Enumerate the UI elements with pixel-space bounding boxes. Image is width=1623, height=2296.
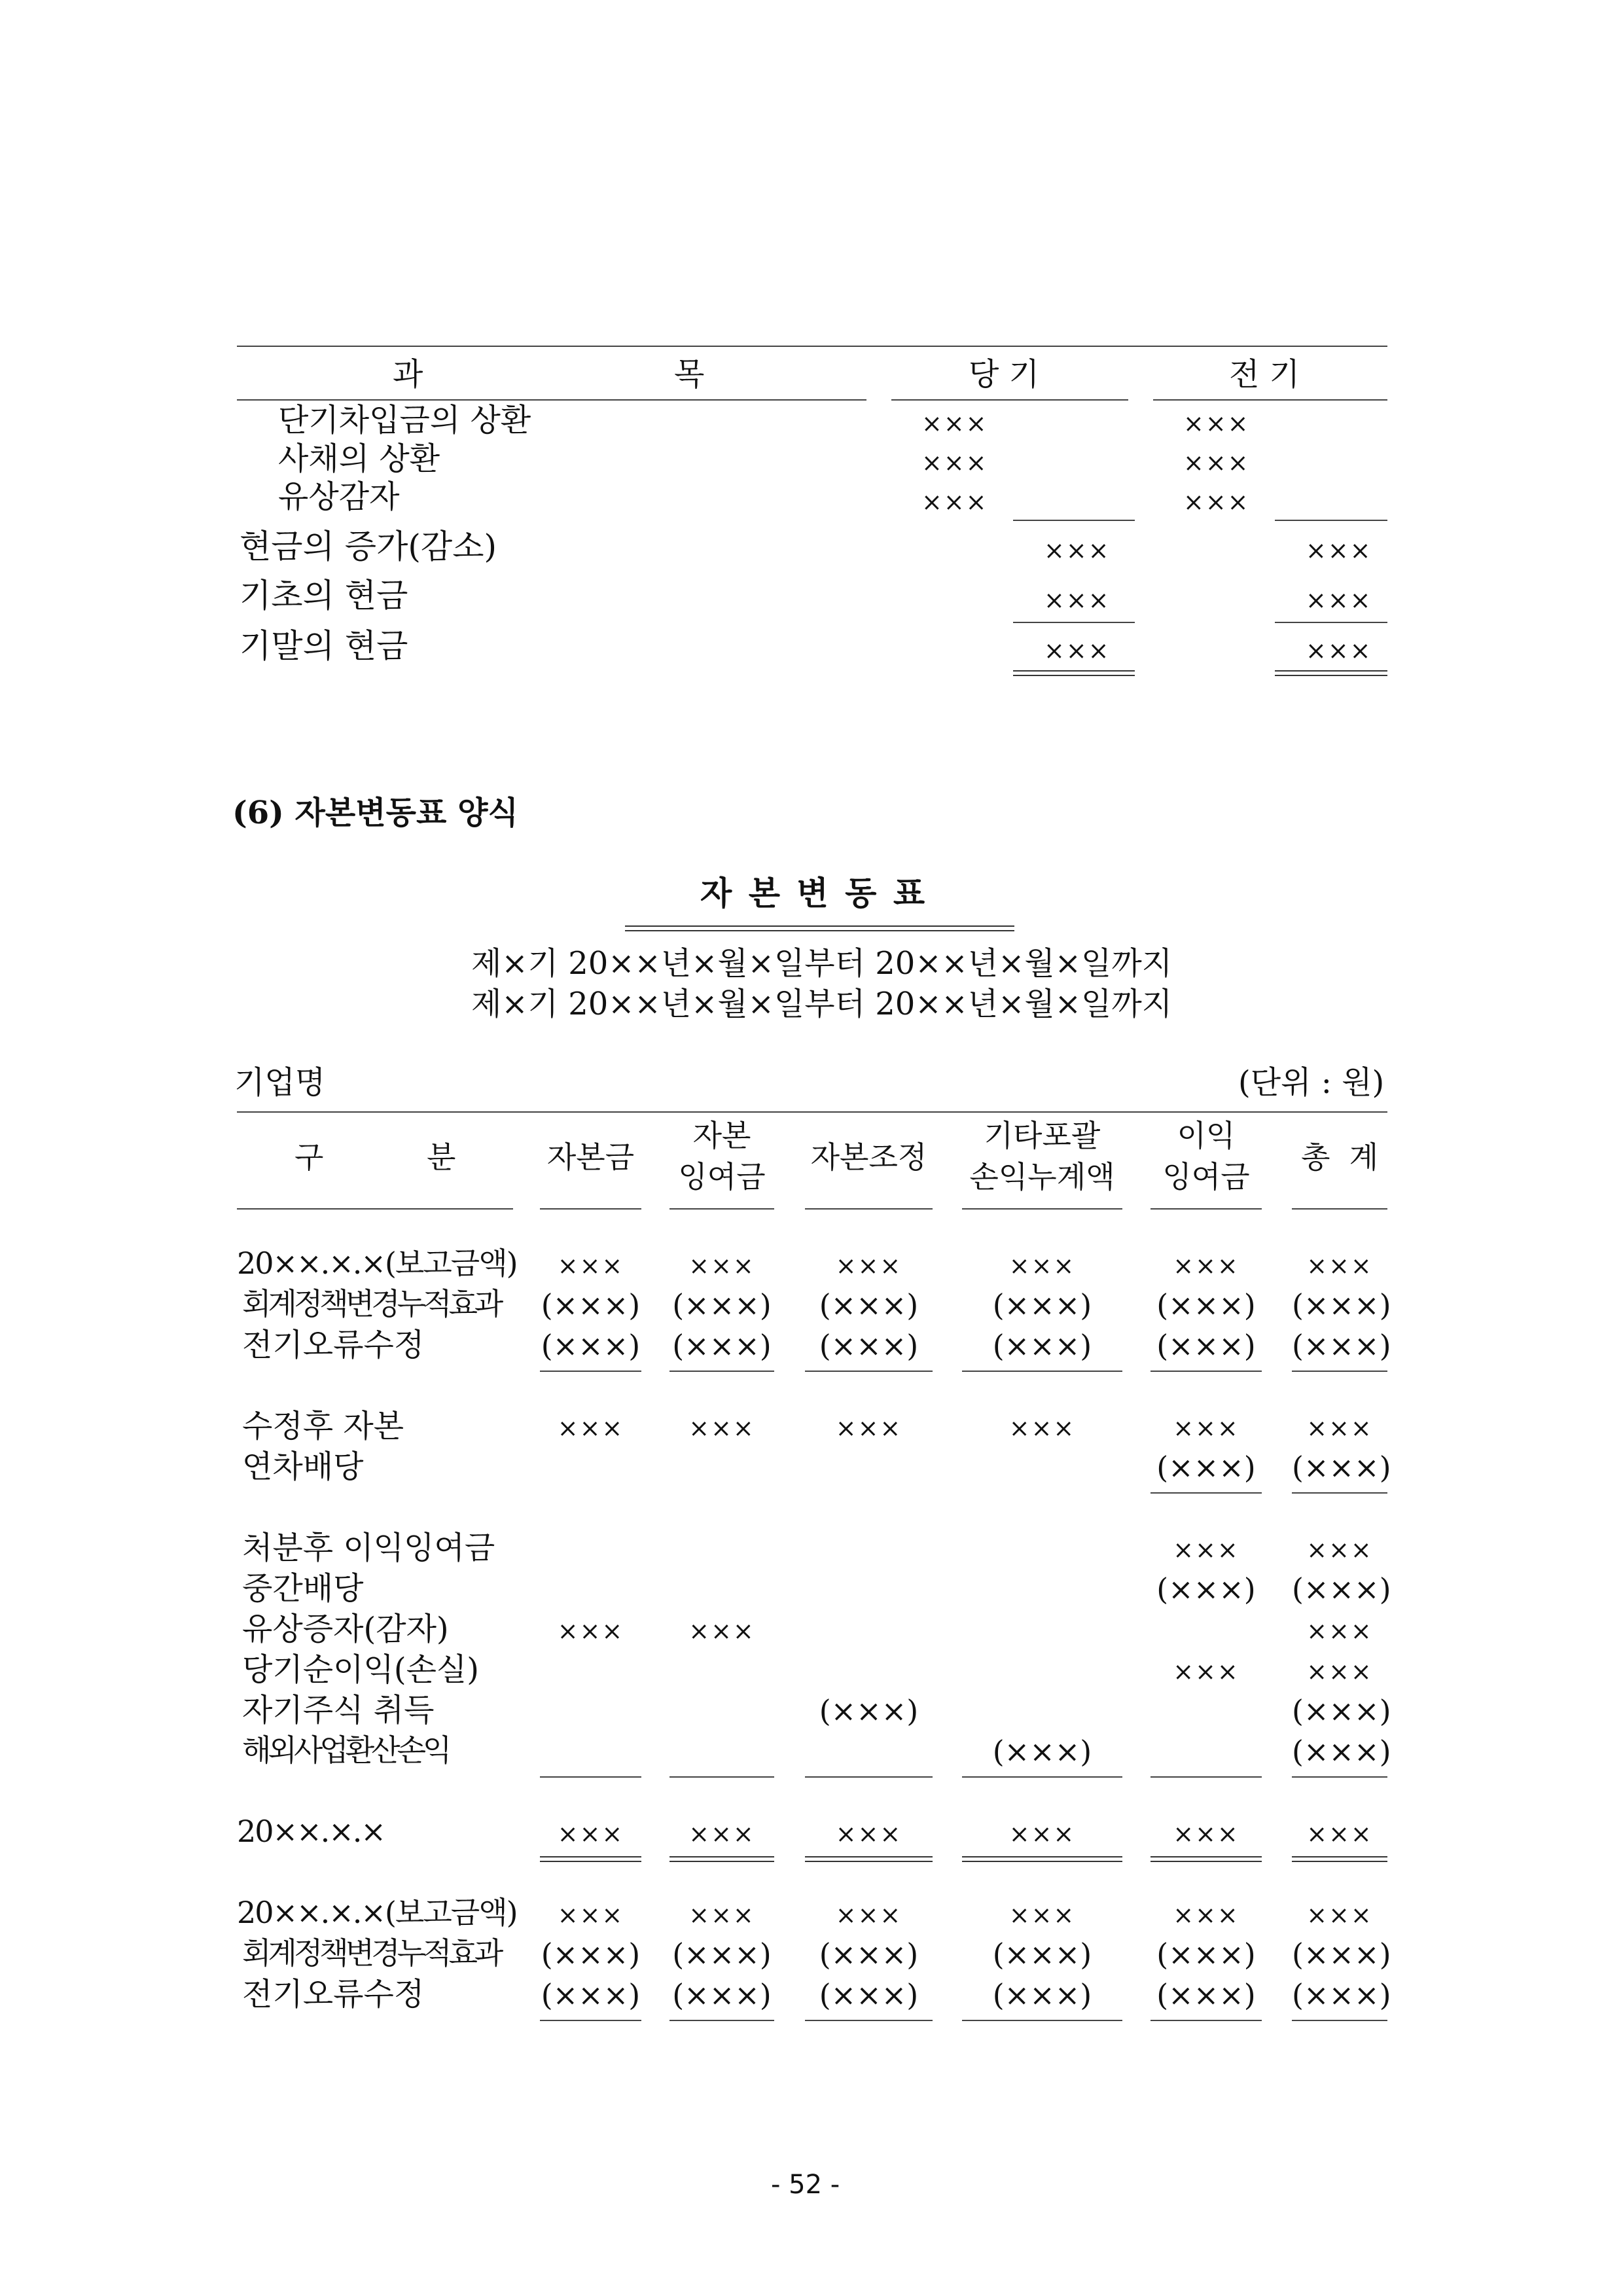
col-header-surplus-2: 잉여금 bbox=[678, 1159, 766, 1194]
subtotal-rule bbox=[669, 1371, 774, 1372]
row-label: 해외사업환산손익 bbox=[242, 1732, 449, 1768]
header-rule-prior bbox=[1153, 399, 1387, 401]
header-subject-1: 과 bbox=[393, 356, 423, 393]
row-value: (×××) bbox=[1292, 1571, 1391, 1607]
subtotal-rule bbox=[805, 1371, 933, 1372]
row-value: (×××) bbox=[1292, 1693, 1391, 1729]
row-value: ××× bbox=[557, 1617, 624, 1645]
row-label: 전기오류수정 bbox=[242, 1327, 425, 1363]
header-subject-2: 목 bbox=[674, 356, 705, 393]
subtotal-rule bbox=[669, 1776, 774, 1778]
row-value: (×××) bbox=[672, 1977, 772, 2013]
col-header-capital: 자본금 bbox=[546, 1139, 635, 1175]
company-label: 기업명 bbox=[234, 1064, 326, 1101]
row-label: 20××.×.×(보고금액) bbox=[237, 1895, 517, 1930]
subtotal-rule bbox=[1150, 1371, 1262, 1372]
header-rule-current bbox=[891, 399, 1128, 401]
row-label: 20××.×.×(보고금액) bbox=[237, 1246, 517, 1281]
row-value: ××× bbox=[1306, 586, 1372, 615]
row-value: (×××) bbox=[992, 1328, 1092, 1363]
row-value: ××× bbox=[835, 1414, 902, 1443]
statement-title: 자 본 변 동 표 bbox=[700, 874, 928, 912]
row-value: ××× bbox=[1306, 536, 1372, 565]
row-label: 전기오류수정 bbox=[242, 1976, 425, 2013]
subtotal-rule bbox=[1150, 1776, 1262, 1778]
row-value: (×××) bbox=[819, 1977, 919, 2013]
col-header-surplus-1: 자본 bbox=[692, 1118, 751, 1153]
total-double-rule bbox=[540, 1856, 641, 1862]
col-header-category-1: 구 bbox=[294, 1139, 324, 1175]
row-value: ××× bbox=[1008, 1414, 1076, 1443]
row-value: ××× bbox=[1173, 1414, 1240, 1443]
subtotal-rule bbox=[1292, 1371, 1387, 1372]
row-label: 기말의 현금 bbox=[240, 627, 408, 665]
col-header-oci-1: 기타포괄 bbox=[984, 1118, 1101, 1153]
row-value: ××× bbox=[1183, 488, 1250, 516]
row-label: 처분후 이익잉여금 bbox=[242, 1530, 495, 1566]
col-header-retained-1: 이익 bbox=[1177, 1118, 1236, 1153]
period-line: 제×기 20××년×월×일부터 20××년×월×일까지 bbox=[471, 945, 1173, 982]
row-value: ××× bbox=[1008, 1251, 1076, 1280]
row-value: ××× bbox=[835, 1251, 902, 1280]
row-value: ××× bbox=[835, 1820, 902, 1848]
row-value: ××× bbox=[557, 1901, 624, 1929]
row-value: ××× bbox=[688, 1617, 755, 1645]
row-label: 회계정책변경누적효과 bbox=[242, 1935, 501, 1971]
total-double-rule bbox=[1150, 1856, 1262, 1862]
row-value: (×××) bbox=[1292, 1937, 1391, 1972]
col-rule bbox=[540, 1208, 641, 1210]
row-value: (×××) bbox=[1156, 1571, 1256, 1607]
table-top-rule bbox=[237, 346, 1387, 347]
row-value: (×××) bbox=[819, 1287, 919, 1323]
row-value: (×××) bbox=[1292, 1328, 1391, 1363]
header-current: 당 기 bbox=[969, 356, 1039, 393]
row-value: ××× bbox=[688, 1414, 755, 1443]
col-rule bbox=[962, 1208, 1122, 1210]
row-label: 유상증자(감자) bbox=[242, 1611, 449, 1647]
row-label: 현금의 증가(감소) bbox=[240, 528, 497, 565]
subtotal-rule bbox=[1013, 622, 1135, 623]
header-prior: 전 기 bbox=[1229, 356, 1300, 393]
total-double-rule bbox=[962, 1856, 1122, 1862]
table-top-rule bbox=[237, 1111, 1387, 1113]
row-value: (×××) bbox=[992, 1977, 1092, 2013]
subtotal-rule bbox=[540, 2020, 641, 2021]
row-value: (×××) bbox=[1156, 1450, 1256, 1485]
row-value: (×××) bbox=[819, 1937, 919, 1972]
row-value: (×××) bbox=[1292, 1287, 1391, 1323]
row-label: 사채의 상환 bbox=[278, 440, 440, 477]
row-label: 당기순이익(손실) bbox=[242, 1651, 480, 1688]
subtotal-rule bbox=[805, 1776, 933, 1778]
row-label: 수정후 자본 bbox=[242, 1408, 404, 1444]
subtotal-rule bbox=[805, 2020, 933, 2021]
row-value: ××× bbox=[1044, 636, 1111, 665]
row-value: (×××) bbox=[672, 1328, 772, 1363]
row-value: ××× bbox=[1173, 1251, 1240, 1280]
total-double-rule bbox=[805, 1856, 933, 1862]
subtotal-rule bbox=[1150, 2020, 1262, 2021]
row-value: (×××) bbox=[1156, 1977, 1256, 2013]
col-rule bbox=[1150, 1208, 1262, 1210]
col-header-retained-2: 잉여금 bbox=[1162, 1159, 1250, 1194]
total-double-rule bbox=[1013, 670, 1135, 676]
row-value: ××× bbox=[557, 1414, 624, 1443]
row-value: ××× bbox=[1173, 1901, 1240, 1929]
subtotal-rule bbox=[1013, 520, 1135, 521]
header-rule-subject bbox=[237, 399, 866, 401]
row-value: ××× bbox=[921, 409, 988, 438]
row-value: ××× bbox=[835, 1901, 902, 1929]
col-header-oci-2: 손익누계액 bbox=[969, 1159, 1115, 1194]
row-value: (×××) bbox=[541, 1328, 641, 1363]
col-header-category-2: 분 bbox=[427, 1139, 456, 1175]
col-header-total: 총 계 bbox=[1300, 1139, 1379, 1175]
row-value: (×××) bbox=[541, 1977, 641, 2013]
subtotal-rule bbox=[540, 1776, 641, 1778]
row-value: ××× bbox=[1306, 636, 1372, 665]
subtotal-rule bbox=[1275, 622, 1387, 623]
row-value: (×××) bbox=[1156, 1328, 1256, 1363]
row-value: ××× bbox=[688, 1901, 755, 1929]
row-value: ××× bbox=[1044, 536, 1111, 565]
row-value: ××× bbox=[688, 1251, 755, 1280]
row-value: ××× bbox=[1306, 1657, 1373, 1686]
row-value: (×××) bbox=[992, 1937, 1092, 1972]
row-value: (×××) bbox=[1292, 1977, 1391, 2013]
row-label: 유상감자 bbox=[278, 478, 400, 515]
col-header-adjust: 자본조정 bbox=[810, 1139, 927, 1175]
col-rule bbox=[669, 1208, 774, 1210]
subtotal-rule bbox=[1292, 1776, 1387, 1778]
row-value: ××× bbox=[1306, 1617, 1373, 1645]
row-label: 자기주식 취득 bbox=[242, 1692, 435, 1729]
row-value: ××× bbox=[1306, 1251, 1373, 1280]
unit-label: (단위 : 원) bbox=[1238, 1064, 1385, 1101]
subtotal-rule bbox=[1275, 520, 1387, 521]
row-value: (×××) bbox=[819, 1693, 919, 1729]
row-value: ××× bbox=[688, 1820, 755, 1848]
row-value: ××× bbox=[1173, 1535, 1240, 1564]
row-value: ××× bbox=[1306, 1901, 1373, 1929]
subtotal-rule bbox=[1292, 2020, 1387, 2021]
row-value: ××× bbox=[1008, 1901, 1076, 1929]
subtotal-rule bbox=[962, 1371, 1122, 1372]
row-value: (×××) bbox=[1156, 1937, 1256, 1972]
subtotal-rule bbox=[540, 1371, 641, 1372]
row-value: (×××) bbox=[1292, 1734, 1391, 1769]
row-value: ××× bbox=[1044, 586, 1111, 615]
row-value: (×××) bbox=[672, 1937, 772, 1972]
total-double-rule bbox=[669, 1856, 774, 1862]
row-value: (×××) bbox=[672, 1287, 772, 1323]
col-rule bbox=[237, 1208, 513, 1210]
row-value: ××× bbox=[1306, 1535, 1373, 1564]
row-value: ××× bbox=[557, 1820, 624, 1848]
row-label: 중간배당 bbox=[242, 1570, 364, 1607]
row-value: (×××) bbox=[541, 1937, 641, 1972]
row-label: 단기차입금의 상환 bbox=[278, 402, 531, 439]
subtotal-rule bbox=[962, 1776, 1122, 1778]
row-value: (×××) bbox=[992, 1734, 1092, 1769]
subtotal-rule bbox=[1150, 1492, 1262, 1494]
title-double-underline bbox=[625, 925, 1014, 931]
row-label: 연차배당 bbox=[242, 1448, 364, 1485]
row-label: 20××.×.× bbox=[237, 1814, 385, 1849]
subtotal-rule bbox=[962, 2020, 1122, 2021]
total-double-rule bbox=[1292, 1856, 1387, 1862]
row-value: (×××) bbox=[992, 1287, 1092, 1323]
row-value: ××× bbox=[1306, 1414, 1373, 1443]
row-value: ××× bbox=[1008, 1820, 1076, 1848]
row-label: 기초의 현금 bbox=[240, 577, 408, 615]
row-label: 회계정책변경누적효과 bbox=[242, 1286, 501, 1321]
row-value: ××× bbox=[557, 1251, 624, 1280]
row-value: ××× bbox=[1183, 448, 1250, 477]
col-rule bbox=[805, 1208, 933, 1210]
period-line: 제×기 20××년×월×일부터 20××년×월×일까지 bbox=[471, 986, 1173, 1022]
page-number: - 52 - bbox=[771, 2170, 840, 2200]
row-value: ××× bbox=[921, 448, 988, 477]
row-value: (×××) bbox=[819, 1328, 919, 1363]
subtotal-rule bbox=[669, 2020, 774, 2021]
row-value: (×××) bbox=[1156, 1287, 1256, 1323]
row-value: (×××) bbox=[1292, 1450, 1391, 1485]
row-value: ××× bbox=[1173, 1657, 1240, 1686]
col-rule bbox=[1292, 1208, 1387, 1210]
total-double-rule bbox=[1275, 670, 1387, 676]
row-value: (×××) bbox=[541, 1287, 641, 1323]
row-value: ××× bbox=[921, 488, 988, 516]
section-heading: (6) 자본변동표 양식 bbox=[232, 795, 518, 831]
subtotal-rule bbox=[1292, 1492, 1387, 1494]
row-value: ××× bbox=[1183, 409, 1250, 438]
row-value: ××× bbox=[1173, 1820, 1240, 1848]
row-value: ××× bbox=[1306, 1820, 1373, 1848]
